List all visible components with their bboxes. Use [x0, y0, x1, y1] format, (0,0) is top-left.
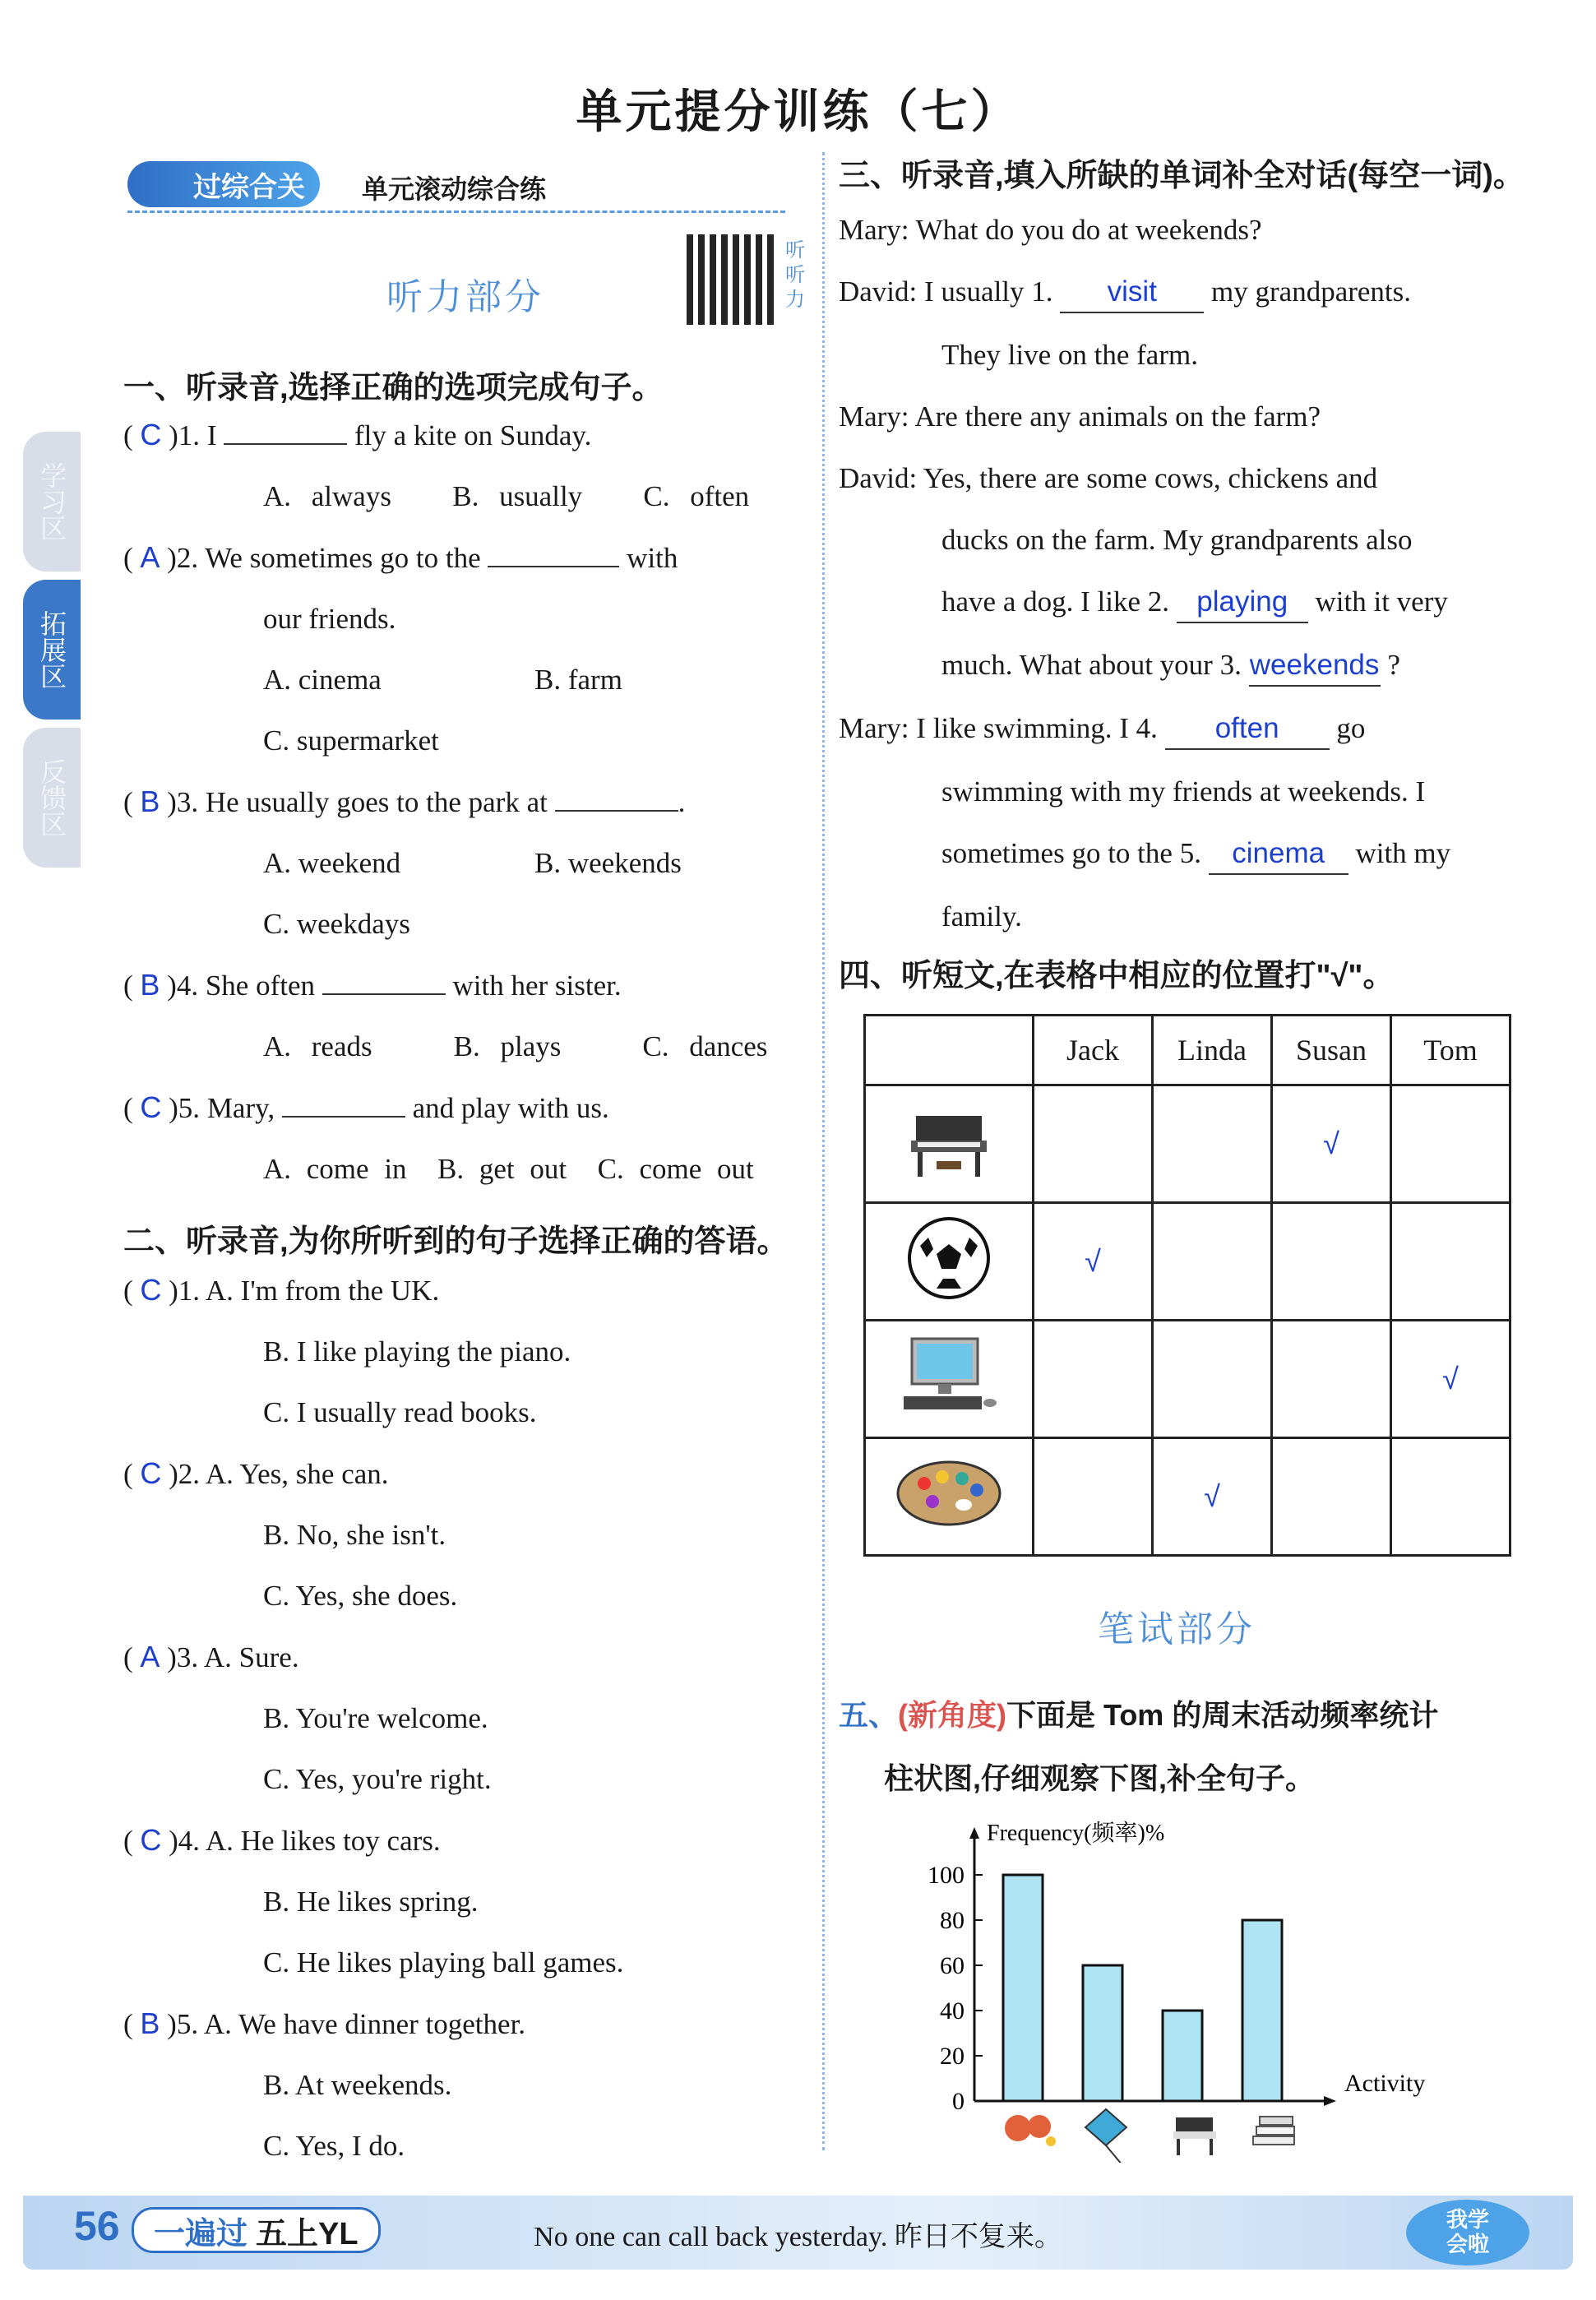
- question: ( C )1. A. I'm from the UK.: [123, 1273, 440, 1307]
- qr-code-icon[interactable]: [687, 234, 777, 325]
- bar-books: [1242, 1920, 1282, 2101]
- section-badge: 过综合关: [127, 161, 320, 207]
- bar-kite: [1083, 1965, 1122, 2101]
- piano-icon: [865, 1085, 1034, 1203]
- table-row: √: [865, 1085, 1510, 1203]
- part2-questions: ( C )1. A. I'm from the UK. B. I like playing the piano. C. I usually read books. ( C )2. A. Yes, she can. B. No, she isn't. C. Yes, she does. ( A )3. A. Sure. B. You're welcome. C. Yes, you're right. ( C )4. A. He likes toy cars. B. He likes spring. C. He likes playing ball games. ( B )5. A. We have dinner together. B. At weekends. C. Yes, I do.: [123, 1270, 814, 2166]
- football-icon: [865, 1203, 1034, 1321]
- col-header: Linda: [1153, 1016, 1272, 1085]
- question: ( A )3. A. Sure.: [123, 1640, 299, 1673]
- written-title: 笔试部分: [1098, 1609, 1256, 1650]
- table-row: √: [865, 1321, 1510, 1438]
- part1-questions: ( C )1. I fly a kite on Sunday. A. always B. usually C. often ( A )2. We sometimes go to the with our friends. A. cinema B. farm C. supermarket ( B )3. He usually goes to the park at . A. weekend B. weekends C. weekdays ( B )4. She often with her sister. A. reads B. plays C. dances ( C )5. Mary, and play with us. A. come in B. get out C. come out: [123, 415, 814, 1189]
- part4-heading: 四、听短文,在表格中相应的位置打"√"。: [839, 959, 1395, 993]
- x-axis-arrow: [1324, 2096, 1336, 2106]
- x-axis-label: Activity: [1344, 2070, 1426, 2097]
- qr-label: 听听力: [785, 239, 805, 311]
- grade: 五上YL: [256, 2216, 359, 2251]
- col-header: Susan: [1272, 1016, 1391, 1085]
- question: ( C )2. A. Yes, she can.: [123, 1456, 389, 1490]
- part1-heading: 一、听录音,选择正确的选项完成句子。: [123, 371, 664, 405]
- computer-icon: [865, 1321, 1034, 1438]
- part3-heading: 三、听录音,填入所缺的单词补全对话(每空一词)。: [839, 159, 1524, 193]
- y-tick-label: 60: [940, 1952, 965, 1979]
- bar-ping-pong: [1003, 1875, 1043, 2101]
- part5-heading-2: 柱状图,仔细观察下图,补全句子。: [884, 1761, 1316, 1795]
- page-title: 单元提分训练（七）: [576, 86, 1020, 137]
- page-number: 56: [74, 2203, 120, 2249]
- ping-pong-icon: [1005, 2115, 1056, 2146]
- col-header: Jack: [1034, 1016, 1153, 1085]
- question: ( B )4. She often with her sister.: [123, 968, 622, 1002]
- y-tick-label: 40: [940, 1997, 965, 2025]
- tab-extend[interactable]: 拓展区: [23, 580, 81, 720]
- question: ( C )1. I fly a kite on Sunday.: [123, 418, 592, 451]
- y-tick-label: 20: [940, 2043, 965, 2070]
- tick-table: [863, 1014, 1511, 1557]
- part3-dialogue: Mary: What do you do at weekends? David: I usually 1. visit my grandparents. They live on the farm. Mary: Are there any animals on the farm? David: Yes, there are some cows, chickens and ducks on the farm. My grandparents also have a dog. I like 2. playing with it very much. What about your 3. weekends ? Mary: I like swimming. I 4. often go swimming with my friends at weekends. I sometimes go to the 5. cinema with my family.: [839, 214, 1451, 932]
- divider: [127, 211, 785, 213]
- y-tick-label: 80: [940, 1907, 965, 1934]
- logo-icon: [1398, 2187, 1538, 2270]
- bar-piano: [1163, 2011, 1202, 2101]
- series-name: 一遍过: [154, 2216, 248, 2251]
- listening-title: 听力部分: [386, 277, 544, 317]
- y-axis-arrow: [969, 1827, 979, 1839]
- tab-feedback[interactable]: 反馈区: [23, 728, 81, 868]
- y-axis-label: Frequency(频率)%: [987, 1821, 1165, 1846]
- y-tick-label: 0: [952, 2088, 965, 2115]
- side-tabs: [23, 432, 87, 876]
- books-icon: [1253, 2117, 1294, 2145]
- badge-subtitle: 单元滚动综合练: [362, 174, 547, 204]
- palette-icon: [865, 1438, 1034, 1556]
- table-row: √: [865, 1438, 1510, 1556]
- column-divider: [822, 152, 825, 2150]
- question: ( B )5. A. We have dinner together.: [123, 2006, 526, 2040]
- question: ( B )3. He usually goes to the park at .: [123, 784, 686, 818]
- kite-icon: [1085, 2109, 1126, 2163]
- col-header: Tom: [1391, 1016, 1510, 1085]
- motto: No one can call back yesterday. 昨日不复来。: [534, 2222, 1062, 2252]
- question: ( C )4. A. He likes toy cars.: [123, 1823, 441, 1857]
- question: ( C )5. Mary, and play with us.: [123, 1090, 609, 1124]
- piano-icon-small: [1173, 2117, 1216, 2155]
- tab-study[interactable]: 学习区: [23, 432, 81, 572]
- question: ( A )2. We sometimes go to the with: [123, 540, 678, 574]
- part2-heading: 二、听录音,为你所听到的句子选择正确的答语。: [123, 1224, 789, 1259]
- y-tick-label: 100: [928, 1862, 965, 1889]
- table-row: √: [865, 1203, 1510, 1321]
- bar-chart: [896, 1817, 1488, 2163]
- svg-text:我学会啦: 我学会啦: [1446, 2208, 1490, 2257]
- part5-heading: 五、(新角度)下面是 Tom 的周末活动频率统计: [839, 1698, 1439, 1732]
